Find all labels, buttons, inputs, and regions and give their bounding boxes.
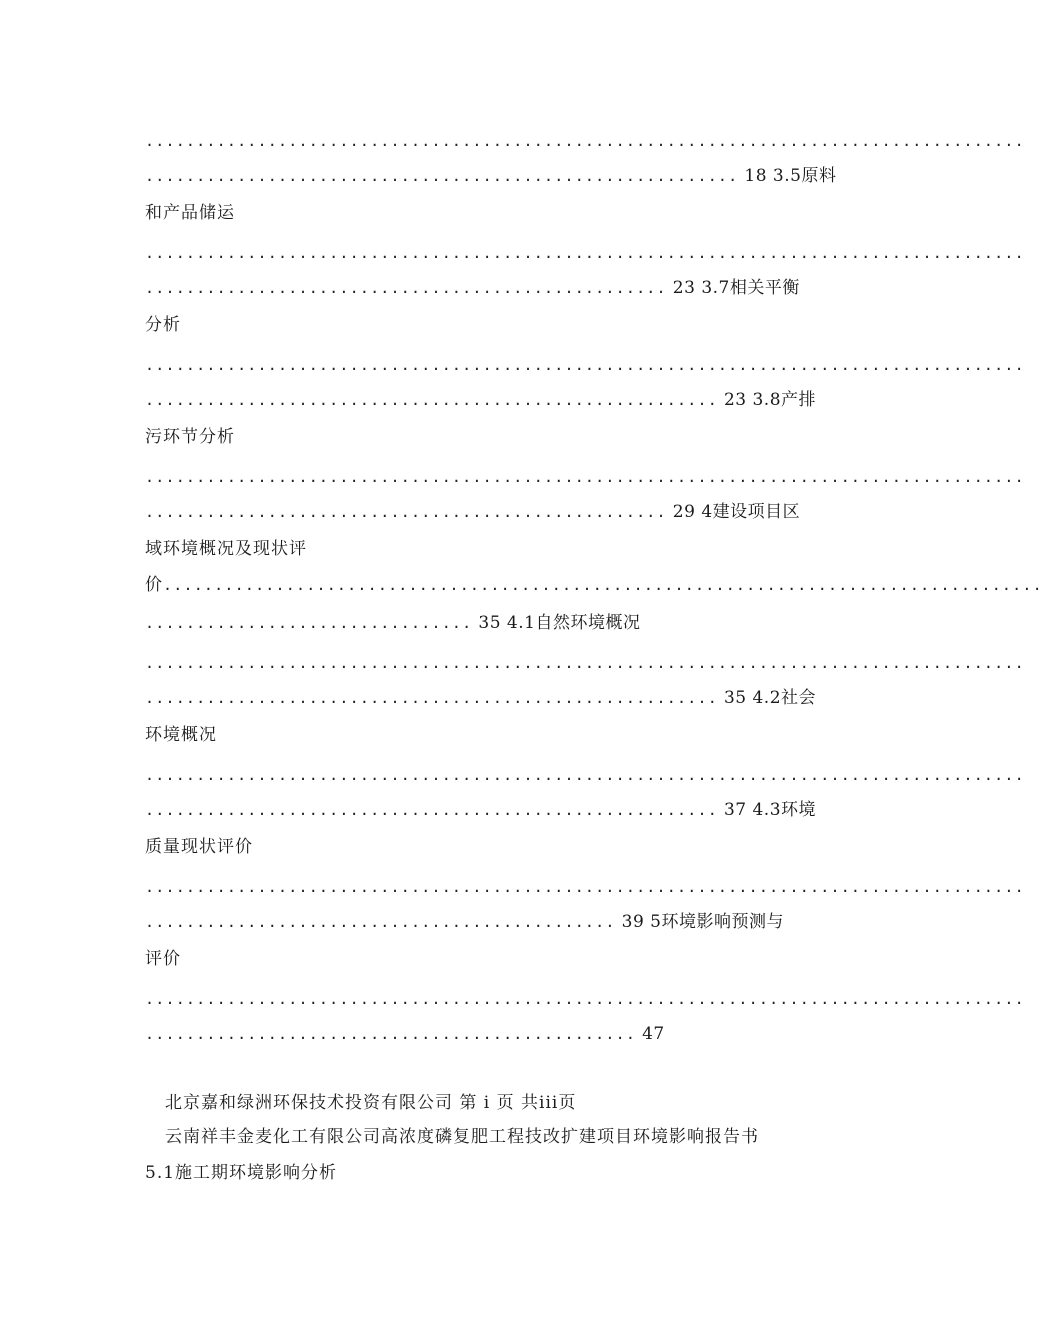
toc-leader-line: ...................................................................................... [145,878,1025,896]
toc-leader: .............................................. [145,913,616,931]
toc-entry [145,275,805,301]
toc-entry [145,163,837,189]
toc-leader: ........................................................ [145,391,718,409]
toc-leader: .......................................................... [145,167,739,185]
toc-heading-continuation: 和产品储运 [145,203,235,223]
toc-leader: ...................................................................................... [163,576,1043,594]
toc-entry [145,499,805,525]
toc-leader: ................................................... [145,503,667,521]
toc-entry [145,909,805,935]
toc-page-and-heading: 29 4建设项目区 [672,502,801,522]
toc-heading-continuation: 环境概况 [145,725,217,745]
toc-leader-line: ...................................................................................... [145,244,1025,262]
toc-page-and-heading: 37 4.3环境 [723,800,817,820]
toc-leader-line: ...................................................................................... [145,468,1025,486]
toc-leader-line: ...................................................................................... [145,132,1025,150]
toc-leader-line: ...................................................................................... [145,766,1025,784]
toc-page-and-heading: 39 5环境影响预测与 [621,912,784,932]
toc-heading-continuation: 污环节分析 [145,427,235,447]
toc-leader: ........................................................ [145,689,718,707]
page-footer: 北京嘉和绿洲环保技术投资有限公司 第 i 页 共iii页 [165,1093,577,1113]
section-heading: 5.1施工期环境影响分析 [145,1163,338,1183]
report-title: 云南祥丰金麦化工有限公司高浓度磷复肥工程技改扩建项目环境影响报告书 [165,1127,759,1147]
toc-entry [145,387,817,413]
toc-page-and-heading: 35 4.1自然环境概况 [478,613,641,633]
toc-page-and-heading: 35 4.2社会 [723,688,817,708]
toc-heading-continuation: 分析 [145,315,181,335]
toc-leader: ................................................ [145,1025,637,1043]
toc-entry [145,797,817,823]
toc-page-and-heading: 23 3.7相关平衡 [672,278,800,298]
toc-leader-line: ...................................................................................... [145,654,1025,672]
toc-heading-end: 价 [145,575,163,595]
toc-entry [145,1021,805,1047]
toc-entry [145,685,817,711]
toc-leader: ........................................................ [145,801,718,819]
toc-heading-continuation: 质量现状评价 [145,837,253,857]
toc-page-number: 47 [642,1024,665,1044]
toc-entry [145,572,1043,598]
toc-page-and-heading: 23 3.8产排 [723,390,817,410]
toc-heading-continuation: 域环境概况及现状评 [145,539,307,559]
toc-leader-line: ...................................................................................... [145,990,1025,1008]
toc-leader-line: ...................................................................................... [145,356,1025,374]
toc-entry [145,610,805,636]
toc-page-and-heading: 18 3.5原料 [744,166,837,186]
toc-leader: ................................ [145,614,473,632]
toc-heading-continuation: 评价 [145,949,181,969]
toc-leader: ................................................... [145,279,667,297]
